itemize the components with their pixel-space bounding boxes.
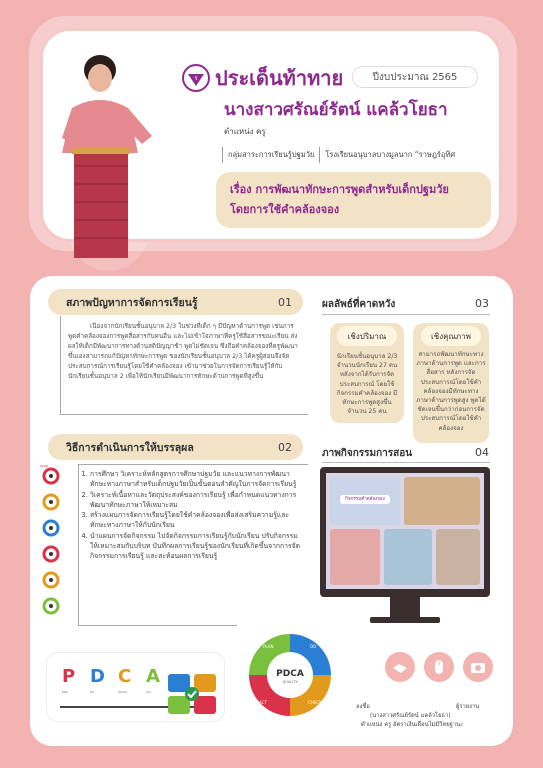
step-item: 4. นำแผนการจัดกิจกรรม ไปจัดกิจกรรมการเรียนรู้กับนักเรียน ปรับกิจกรรมให้เหมาะสมกับบริบท บันทึกผลการเรียนรู้ของนักเรียนที่เกิดขึ้นจากการจัดกิจกรรมการเรียนรู้ และสะท้อนผลการเรียนรู้ bbox=[90, 531, 305, 562]
activity-photo bbox=[404, 477, 480, 525]
pdca-caption: Plan bbox=[62, 690, 69, 694]
handshake-icon bbox=[385, 652, 415, 682]
activity-photo bbox=[384, 529, 432, 585]
section-2-number: 02 bbox=[278, 441, 292, 454]
steps-list bbox=[80, 469, 305, 562]
activity-photo bbox=[436, 529, 480, 585]
section-4-rule bbox=[322, 462, 490, 463]
activity-photo bbox=[330, 477, 400, 525]
section-3-rule bbox=[322, 314, 490, 315]
mouse-icon bbox=[424, 652, 454, 682]
budget-year-badge: ปีงบประมาณ 2565 bbox=[352, 66, 478, 88]
teacher-position: ตำแหน่ง ครู bbox=[224, 127, 266, 136]
cycle-center-sub: QUALITY bbox=[282, 680, 298, 684]
activity-photo-collage bbox=[326, 473, 484, 589]
topic-line-1: เรื่อง การพัฒนาทักษะการพูดสำหรับเด็กปฐมวัย bbox=[230, 183, 449, 196]
cycle-label: CHECK bbox=[308, 700, 322, 705]
svg-text:PLAN: PLAN bbox=[40, 464, 48, 468]
quantity-text: นักเรียนชั้นอนุบาล 2/3 จำนวนนักเรียน 27 คน หลังจากได้รับการจัดประสบการณ์ โดยใช้กิจกรรมคำคล้องจอง มีทักษะการพูดสูงขึ้นจำนวน 25 คน bbox=[336, 353, 398, 416]
section-2-title: วิธีการดำเนินการให้บรรลุผล bbox=[66, 441, 194, 454]
step-item: 2. วิเคราะห์เนื้อหาและวัตถุประสงค์ของการเรียนรู้ เพื่อกำหนดแนวทางการพัฒนาทักษะภาษาให้เหมาะสม bbox=[90, 490, 305, 511]
section-1-body: เนื่องจากนักเรียนชั้นอนุบาล 2/3 ในช่วงที่เด็ก ๆ มีปัญหาด้านการพูด เช่นการพูดคำคล้องจองการพูดสื่อสารกับคนอื่น และไม่เข้าใจภาษาที่ครูใช้สื่อสารขณะเรียน ส่งผลให้เด็กมีพัฒนาการทางด้านสติปัญญาช้า พูดไม่ชัดเจน ซึ่งถือคำคล้องจองที่ครูพัฒนาขึ้นเองสามารถแก้ปัญหาทักษะการพูด ของนักเรียนชั้นอนุบาล 2/3 ได้ครูผู้สอนจึงจัดประสบการณ์การเรียนรู้โดยใช้คำคล้องจอง เข้ามาช่วยในการจัดการเรียนรู้ให้กับนักเรียนชั้นอนุบาล 2 เพื่อให้นักเรียนมีพัฒนาการทักษะด้านการพูดที่สูงขึ้น bbox=[68, 323, 298, 380]
section-1-heading bbox=[48, 289, 303, 315]
cycle-label: ACT bbox=[259, 700, 267, 705]
section-4-number: 04 bbox=[475, 446, 489, 459]
teacher-photo bbox=[52, 48, 162, 262]
section-1-title: สภาพปัญหาการจัดการเรียนรู้ bbox=[66, 296, 198, 309]
section-3-number: 03 bbox=[475, 297, 489, 310]
pdca-letter-d: D bbox=[90, 666, 105, 687]
reporter-label: ผู้รายงาน bbox=[456, 704, 480, 710]
subject-group: กลุ่มสาระการเรียนรู้ปฐมวัย bbox=[222, 147, 319, 163]
sign-label: ลงชื่อ bbox=[356, 704, 370, 710]
monitor-stand bbox=[390, 597, 420, 619]
section-3-title: ผลลัพธ์ที่คาดหวัง bbox=[322, 299, 396, 310]
section-4-title: ภาพกิจกรรมการสอน bbox=[322, 448, 413, 459]
step-item: 1. การศึกษา วิเคราะห์หลักสูตรการศึกษาปฐมวัย และแนวทางการพัฒนาทักษะทางภาษาสำหรับเด็กปฐมวัยเป็นขั้นตอนสำคัญในการจัดการเรียนรู้ bbox=[90, 469, 305, 490]
pdca-letter-c: C bbox=[118, 666, 132, 687]
signer-name: (นางสาวศรัณย์รัตน์ แคล้วโยธา) bbox=[370, 713, 451, 719]
quality-text: สามารถพัฒนาทักษะทางภาษาด้านการพูด และการสื่อสาร หลังการจัดประสบการณ์โดยใช้คำคล้องจองมีทักษะทางภาษาด้านการพูดสูง พูดได้ชัดเจนขึ้นกว่าก่อนการจัดประสบการณ์โดยใช้คำคล้องจอง bbox=[416, 351, 486, 432]
quantity-heading: เชิงปริมาณ bbox=[337, 326, 397, 346]
school-logo-icon bbox=[182, 64, 210, 92]
topic-line-2: โดยการใช้คำคล้องจอง bbox=[230, 203, 340, 216]
monitor-base bbox=[370, 617, 440, 623]
topic-box bbox=[216, 172, 491, 228]
pdca-letter-a: A bbox=[146, 666, 160, 687]
gear-icon bbox=[38, 464, 64, 624]
pdca-caption: Do bbox=[90, 690, 95, 694]
teacher-name: นางสาวศรัณย์รัตน์ แคล้วโยธา bbox=[224, 100, 448, 120]
pdca-letter-p: P bbox=[62, 666, 76, 687]
section-2-heading bbox=[48, 434, 303, 460]
page-title: ประเด็นท้าทาย bbox=[215, 66, 344, 90]
svg-text:ร: ร bbox=[194, 75, 198, 82]
quality-heading: เชิงคุณภาพ bbox=[421, 326, 481, 346]
signer-position: ตำแหน่ง ครู อัตราเงินเดือนไม่มีวิทยฐานะ bbox=[361, 722, 464, 728]
school-name: โรงเรียนอนุบาลบางมูลนาก “ราษฎร์อุทิศ bbox=[319, 147, 460, 163]
pdca-caption: Act bbox=[146, 690, 151, 694]
section-1-frame bbox=[60, 316, 308, 415]
step-item: 3. สร้างแผนการจัดการเรียนรู้โดยใช้คำคล้องจองเพื่อส่งเสริมความรู้และทักษะทางภาษาให้กับนักเรียน bbox=[90, 510, 305, 531]
pdca-cycle-diagram bbox=[243, 628, 337, 722]
cycle-label: DO bbox=[310, 644, 317, 649]
pdca-caption: Check bbox=[118, 690, 128, 694]
cycle-center-label: PDCA bbox=[276, 669, 304, 679]
camera-icon bbox=[463, 652, 493, 682]
org-info bbox=[222, 147, 460, 163]
section-1-number: 01 bbox=[278, 296, 292, 309]
cycle-label: PLAN bbox=[263, 644, 274, 649]
activity-photo bbox=[330, 529, 380, 585]
pdca-check-icon bbox=[166, 672, 218, 716]
activity-photo-label: กิจกรรมคำคล้องจอง bbox=[340, 495, 390, 504]
